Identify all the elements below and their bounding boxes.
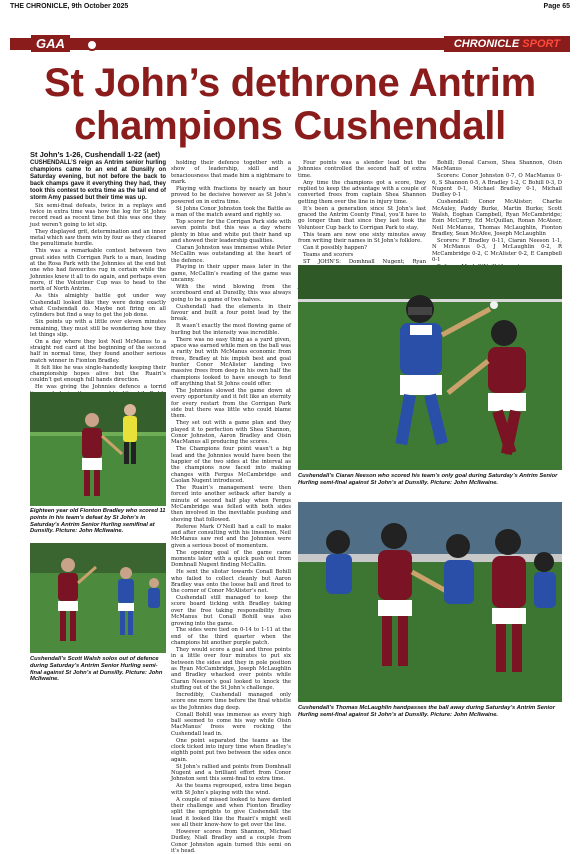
sliotar-icon [86, 39, 98, 51]
article-paragraph: Top scorer for the Corrigan Park side with seven points but this was a day where plenty in blue and white put their hand up and showed their leadership qualities. [171, 218, 291, 244]
photo-scott-walsh [30, 543, 166, 653]
article-paragraph: Scorers: F Bradley 0-11, Ciaran Neeson 1-1, N McManus 0-3, J McLaughlin 0-2, R McCambridge 0-2, C McAlister 0-2, E Campbell 0-1 [432, 237, 562, 263]
article-paragraph: It felt like he was single-handedly keeping their championship hopes alive but the Ruairi’s couldn’t get enough full hands direction. [30, 364, 166, 384]
caption-photo-4: Cushendall’s Thomas McLaughlin handpasses the ball away during Saturday’s Antrim Senior Hurling semi-final against St John’s at Dunsilly. Picture: John McIlwaine. [298, 705, 555, 718]
article-paragraph: Four points was a slender lead but the Johnnies controlled the second half of extra time. [298, 160, 426, 179]
article-column-1 [30, 160, 166, 392]
article-paragraph: One point separated the teams as the clock ticked into injury time when Bradley’s eighth point put two between the sides once again. [171, 737, 291, 763]
article-paragraph: Any time the champions got a score, they replied to keep the advantage with a couple of converted frees from captain Shea Shannon getting them over the line in injury time. [298, 179, 426, 205]
article-paragraph: Conall Bohill was immense as every high ball seemed to come his way while Oisin MacManus’ frees were rocking the Cushendall lead in. [171, 711, 291, 737]
section-label-sport [444, 36, 570, 52]
photo-ciaran-neeson [298, 265, 562, 470]
photo-fionton-bradley [30, 392, 166, 506]
article-paragraph: They displayed grit, determination and an inner metal which saw them win by four as they cleared the penultimate hurdle. [30, 228, 166, 248]
article-paragraph: As the teams regrouped, extra time began with St John’s playing with the wind. [171, 783, 291, 796]
article-paragraph: They set out with a game plan and they played it to perfection with Shea Shannon, Conor Johnston, Aaron Bradley and Oisin MacManus all producing the scores. [171, 420, 291, 446]
article-paragraph: Referee Mark O’Neill had a call to make and after consulting with his linesmen, Neil McManus saw red and the Johnnies were given a serious boost of momentum. [171, 523, 291, 549]
article-paragraph: He was giving the Johnnies defence a torrid [35, 384, 166, 391]
article-paragraph: The Johnnies slowed the game down at every opportunity and it felt like an eternity for every restart from the Corrigan Park side but there was little who could blame them. [171, 387, 291, 420]
article-paragraph: Cushendall had the elements in their favour and built a four point lead by the break. [171, 303, 291, 323]
article-paragraph: Ciaran Johnston was immense while Peter McCallin was outstanding at the heart of the defence. [171, 244, 291, 264]
article-column-3 [298, 160, 426, 263]
article-paragraph: Playing in their upper mass later in the game, McCallin’s reading of the game was uncanny. [171, 264, 291, 284]
result-byline: St John’s 1-26, Cushendall 1-22 (aet) [30, 150, 161, 159]
article-paragraph: There was no easy thing as a yard given, space was earned while men on the ball was a rarity but with McManus economic from frees, Bradley at his impish best and goal hunter Conor McAlister landing two massive frees from deep in his own half the champions looked to have enough to fend off anything that St Johns could offer. [171, 336, 291, 388]
article-column-4 [432, 160, 562, 263]
article-paragraph: A couple of missed looked to have dented their challenge and when Fionton Bradley split the uprights to give Cushendall the lead it looked like the Ruairi’s might well see all their know-how to get over the line. [171, 796, 291, 828]
section-label-sport-sub: SPORT [522, 38, 560, 50]
article-paragraph: The Champions four point wasn’t a big lead and the Johnnies would have been the happier of the two sides at the interval as the champions now faced into making changes with Fergus McCambridge and Caolan Nugent introduced. [171, 446, 291, 484]
article-paragraph: As this almighty battle got under way Cushendall looked like they were doing exactly what Cushendall do. Maybe not firing on all cylinders but find a way to get the job done. [30, 293, 166, 319]
caption-photo-2: Cushendall’s Scott Walsh solos out of defence during Saturday’s Antrim Senior Hurling semi-final against St John’s at Dunsilly. Picture: John McIlwaine. [30, 656, 163, 683]
article-paragraph: The opening goal of the game came moments later with a quick push out from Domhnall Nugent finding McCallin. [171, 549, 291, 569]
article-paragraph: They would score a goal and three points in a little over four minutes to put six between the sides and they in pole position as Ryan McCambridge, Joseph McLaughlin and Bradley whacked over points while Ciaran Neeson’s goal looked to knock the stuffing out of the St John’s challenge. [171, 647, 291, 692]
article-paragraph: He sent the sliotar towards Conall Bohill who failed to collect cleanly but Aaron Bradley was onto the loose ball and fired to the corner of Conor McAlister’s net. [171, 569, 291, 595]
article-paragraph: Incredibly, Cushendall managed only score one more time before the final whistle as the Johnnies dug deep. [171, 692, 291, 711]
section-label-gaa: GAA [31, 35, 70, 52]
article-paragraph: Can it possibly happen? [303, 244, 368, 251]
page-header [10, 3, 570, 13]
article-paragraph: Cushendall: Conor McAlister; Charlie McAuley, Paddy Burke, Martin Burke; Scott Walsh, Eoghan Campbell, Ryan McCambridge; Eoin McCurry, Ed McQuillan, Ronan McAteer, Neil McManus, Thomas McLaughlin, Fionton Bradley, Sean McAfee, Joseph McLaughlin [432, 199, 562, 237]
article-paragraph: Scorers: Conor Johnston 0-7, O MacManus 0-6, S Shannon 0-5, A Bradley 1-2, C Bohill 0-3, D Nugent 0-1, Michael Bradley 0-1, Michail Dudley 0-1 [432, 173, 562, 199]
article-paragraph: With the wind blowing from the scoreboard end at Dunsilly, this was always going to be a game of two halves. [171, 284, 291, 303]
headline-line-1: St John’s dethrone Antrim [44, 61, 536, 105]
article-paragraph: However scores from Shannon, Michael Dudley, Niall Bradley and a couple from Conor Johnston again turned this semi on it’s head. [171, 828, 291, 854]
article-paragraph: St John’s rallied and points from Domhnall Nugent and a brilliant effort from Conor Johnston sent this semi-final to extra time. [171, 763, 291, 783]
headline [10, 62, 570, 148]
article-paragraph: Playing with fractions by nearly an hour proved to be decisive however as St John’s powered on in extra time. [171, 185, 291, 205]
article-paragraph: St Johns Conor Johnston took the Battle as a man of the match award and rightly so. [171, 205, 291, 218]
article-column-2 [171, 160, 291, 854]
section-label-chronicle: CHRONICLE [453, 38, 520, 50]
article-paragraph: The Ruairi’s management were then forced into another setback after barely a minute of second half play when Fergus McCambridge was felled with both sides then involved in the inevitable pushing and shoving that followed. [171, 484, 291, 523]
photo-thomas-mclaughlin [298, 502, 562, 702]
article-paragraph: It’s been a generation since St John’s last graced the Antrim County Final, you’ll have to go longer than that since they last took the Volunteer Cup back to Corrigan Park to stay. [298, 205, 426, 231]
article-paragraph: Six points up with a little over eleven minutes remaining, they must still be wondering how they let things slip. [30, 319, 166, 338]
article-paragraph: Bohill; Donal Carson, Shea Shannon, Oisin MacManus [432, 160, 562, 173]
article-paragraph: ST JOHN’S: Domhnall Nugent; Ryan [303, 258, 426, 265]
article-paragraph: This was a remarkable contest between two great sides with Corrigan Park to a man, leading at the Rosa Park with the Johnnies at the end but one who had favourites rug in certain while the Johnnies knew it all to do again, and perhaps even more, if the Volunteer Cup was to head to the north of North Antrim. [30, 248, 166, 293]
article-paragraph: It wasn’t exactly the most flowing game of hurling but the intensity was incredible. [171, 323, 291, 336]
article-paragraph: Six semi-final defeats, twice in a replays and twice in extra time was how the log for St Johns record read as recent time but this was one they just weren’t going to let slip. [30, 202, 166, 228]
caption-photo-1: Eighteen year old Fionton Bradley who scored 11 points in his team’s defeat by St John’s in Saturday’s Antrim Senior Hurling semifinal at Dunsilly. Picture: John McIlwaine. [30, 508, 166, 535]
article-paragraph: CUSHENDALL’S reign as Antrim senior hurling champions came to an end at Dunsilly on Saturday evening, but not before the back to back champs gave it everything they had, they took this contest to extra time as the tail end of storm Amy passed but their time was up. [30, 160, 166, 201]
article-paragraph: This team are now one sixty minutes away from writing their names in St John’s folklore. [298, 231, 426, 244]
article-paragraph: The sides were tied on 0-14 to 1-11 at the end of the third quarter when the champions hit another purple patch. [171, 627, 291, 647]
masthead: THE CHRONICLE, 9th October 2025 [10, 3, 129, 10]
article-paragraph: On a day where they lost Neil McManus to a straight red card at the beginning of the second half in normal time, they found another serious match winner in Fionton Bradley. [30, 338, 166, 364]
caption-photo-3: Cushendall’s Ciaran Neeson who scored his team’s only goal during Saturday’s Antrim Senior Hurling semi-final against St John’s at Dunsilly. Picture: John McIlwaine. [298, 473, 558, 486]
headline-line-2: champions Cushendall [74, 104, 506, 148]
article-paragraph: Cushendall still managed to keep the score board ticking with Bradley taking over the free taking responsibility from McManus but Conall Bohill was also growing into the game. [171, 595, 291, 627]
article-paragraph: holding their defence together with a show of leadership, skill and a tenaciousness that made him a nightmare to mark. [171, 160, 291, 186]
page-number: Page 65 [543, 3, 570, 10]
article-paragraph: Teams and scorers [303, 251, 354, 258]
